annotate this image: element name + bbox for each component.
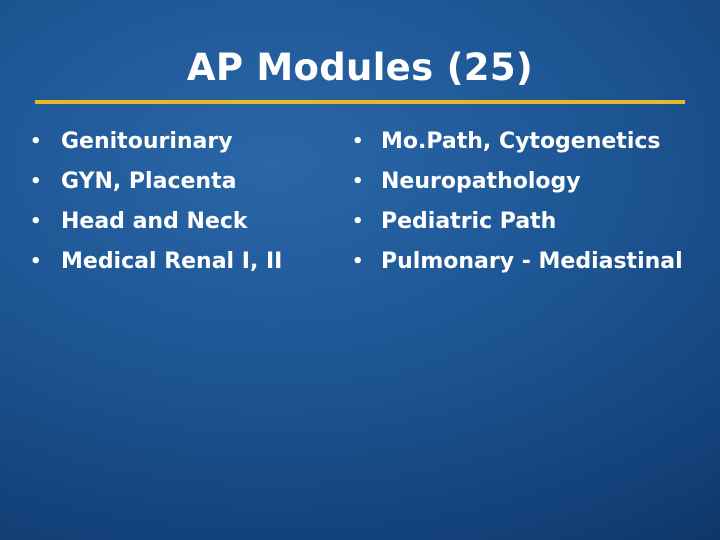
bullet-item: [30, 249, 330, 275]
bullet-text: GYN, Placenta: [61, 169, 237, 194]
left-bullet-list: [30, 129, 330, 289]
bullet-icon: •: [30, 251, 42, 272]
slide-title: AP Modules (25): [186, 46, 534, 89]
right-bullet-list: [352, 129, 692, 289]
bullet-icon: •: [352, 211, 364, 232]
bullet-text: Genitourinary: [61, 129, 233, 154]
bullet-text: Mo.Path, Cytogenetics: [381, 129, 661, 154]
bullet-text: Head and Neck: [61, 209, 248, 234]
bullet-item: [352, 169, 692, 195]
bullet-item: [352, 249, 692, 275]
bullet-text: Medical Renal I, II: [61, 249, 283, 274]
bullet-text: Pediatric Path: [381, 209, 557, 234]
bullet-icon: •: [30, 131, 42, 152]
bullet-item: [352, 129, 692, 155]
title-underline: [35, 100, 685, 104]
bullet-item: [30, 209, 330, 235]
bullet-icon: •: [352, 171, 364, 192]
bullet-item: [30, 169, 330, 195]
bullet-text: Neuropathology: [381, 169, 581, 194]
bullet-icon: •: [30, 171, 42, 192]
bullet-icon: •: [352, 251, 364, 272]
bullet-text: Pulmonary - Mediastinal: [381, 249, 683, 274]
bullet-item: [352, 209, 692, 235]
bullet-icon: •: [30, 211, 42, 232]
bullet-icon: •: [352, 131, 364, 152]
bullet-item: [30, 129, 330, 155]
